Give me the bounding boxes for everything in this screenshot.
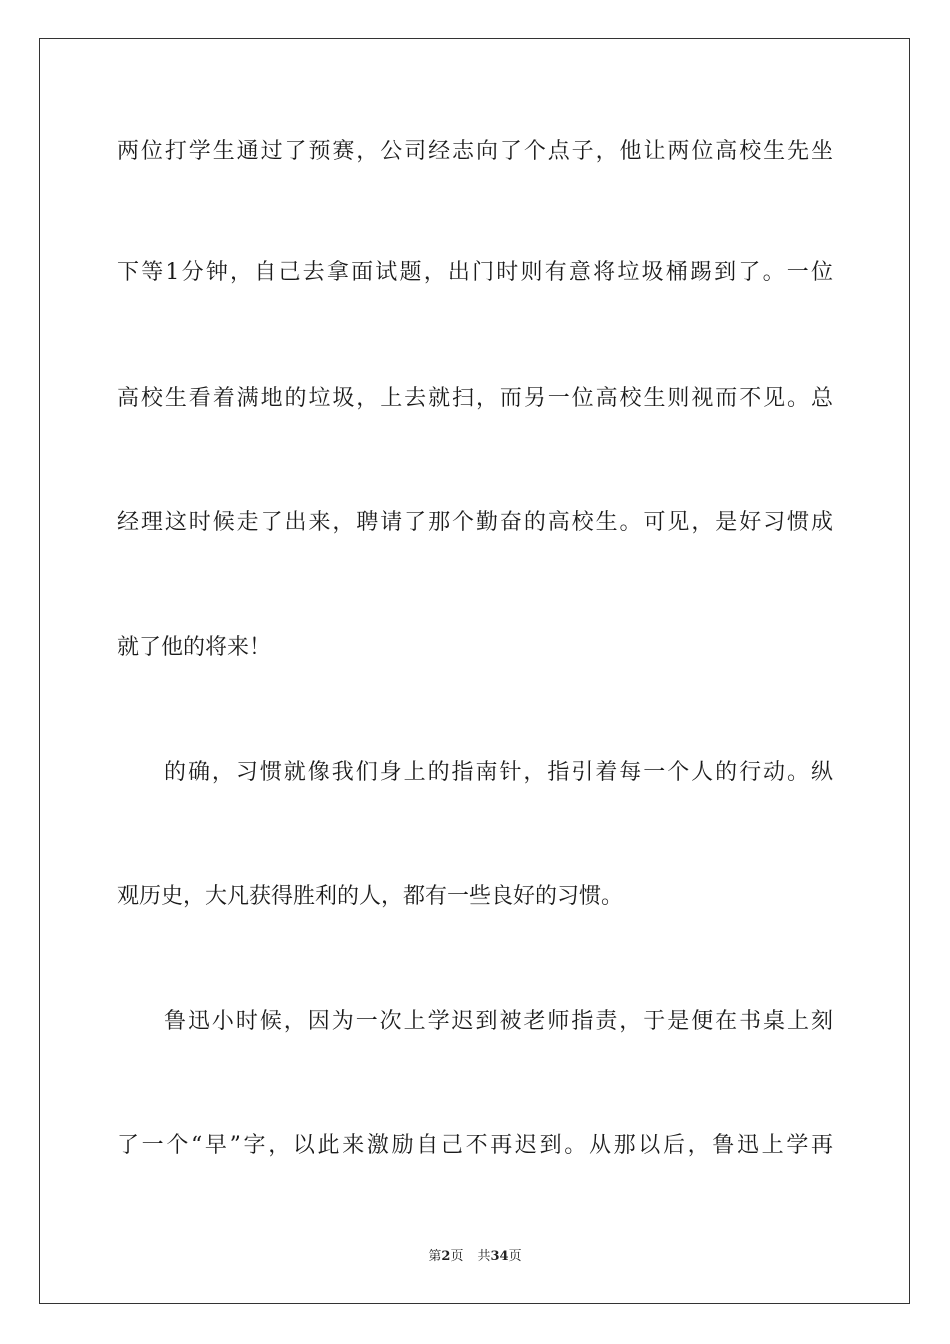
page-footer bbox=[0, 1248, 950, 1266]
paragraph-2-line-1: 的确，习惯就像我们身上的指南针，指引着每一个人的行动。纵 bbox=[164, 760, 833, 785]
footer-total-prefix: 共 bbox=[477, 1249, 491, 1264]
paragraph-3-line-2: 了一个“早”字，以此来激励自己不再迟到。从那以后，鲁迅上学再 bbox=[117, 1133, 833, 1158]
footer-total-suffix: 页 bbox=[508, 1249, 522, 1264]
body-line-5: 就了他的将来！ bbox=[117, 635, 272, 660]
body-line-2: 下等1分钟，自己去拿面试题，出门时则有意将垃圾桶踢到了。一位 bbox=[117, 260, 833, 285]
footer-page-suffix: 页 bbox=[450, 1249, 464, 1264]
footer-page-prefix: 第 bbox=[428, 1249, 442, 1264]
body-line-3: 高校生看着满地的垃圾，上去就扫，而另一位高校生则视而不见。总 bbox=[117, 386, 833, 411]
paragraph-3-line-1: 鲁迅小时候，因为一次上学迟到被老师指责，于是便在书桌上刻 bbox=[164, 1009, 833, 1034]
page-border bbox=[39, 38, 910, 1304]
footer-total-pages: 34 bbox=[490, 1249, 509, 1264]
paragraph-2-line-2: 观历史，大凡获得胜利的人，都有一些良好的习惯。 bbox=[117, 884, 624, 909]
footer-page-number: 2 bbox=[441, 1249, 451, 1264]
body-line-1: 两位打学生通过了预赛，公司经志向了个点子，他让两位高校生先坐 bbox=[117, 139, 833, 164]
body-line-4: 经理这时候走了出来，聘请了那个勤奋的高校生。可见，是好习惯成 bbox=[117, 510, 833, 535]
